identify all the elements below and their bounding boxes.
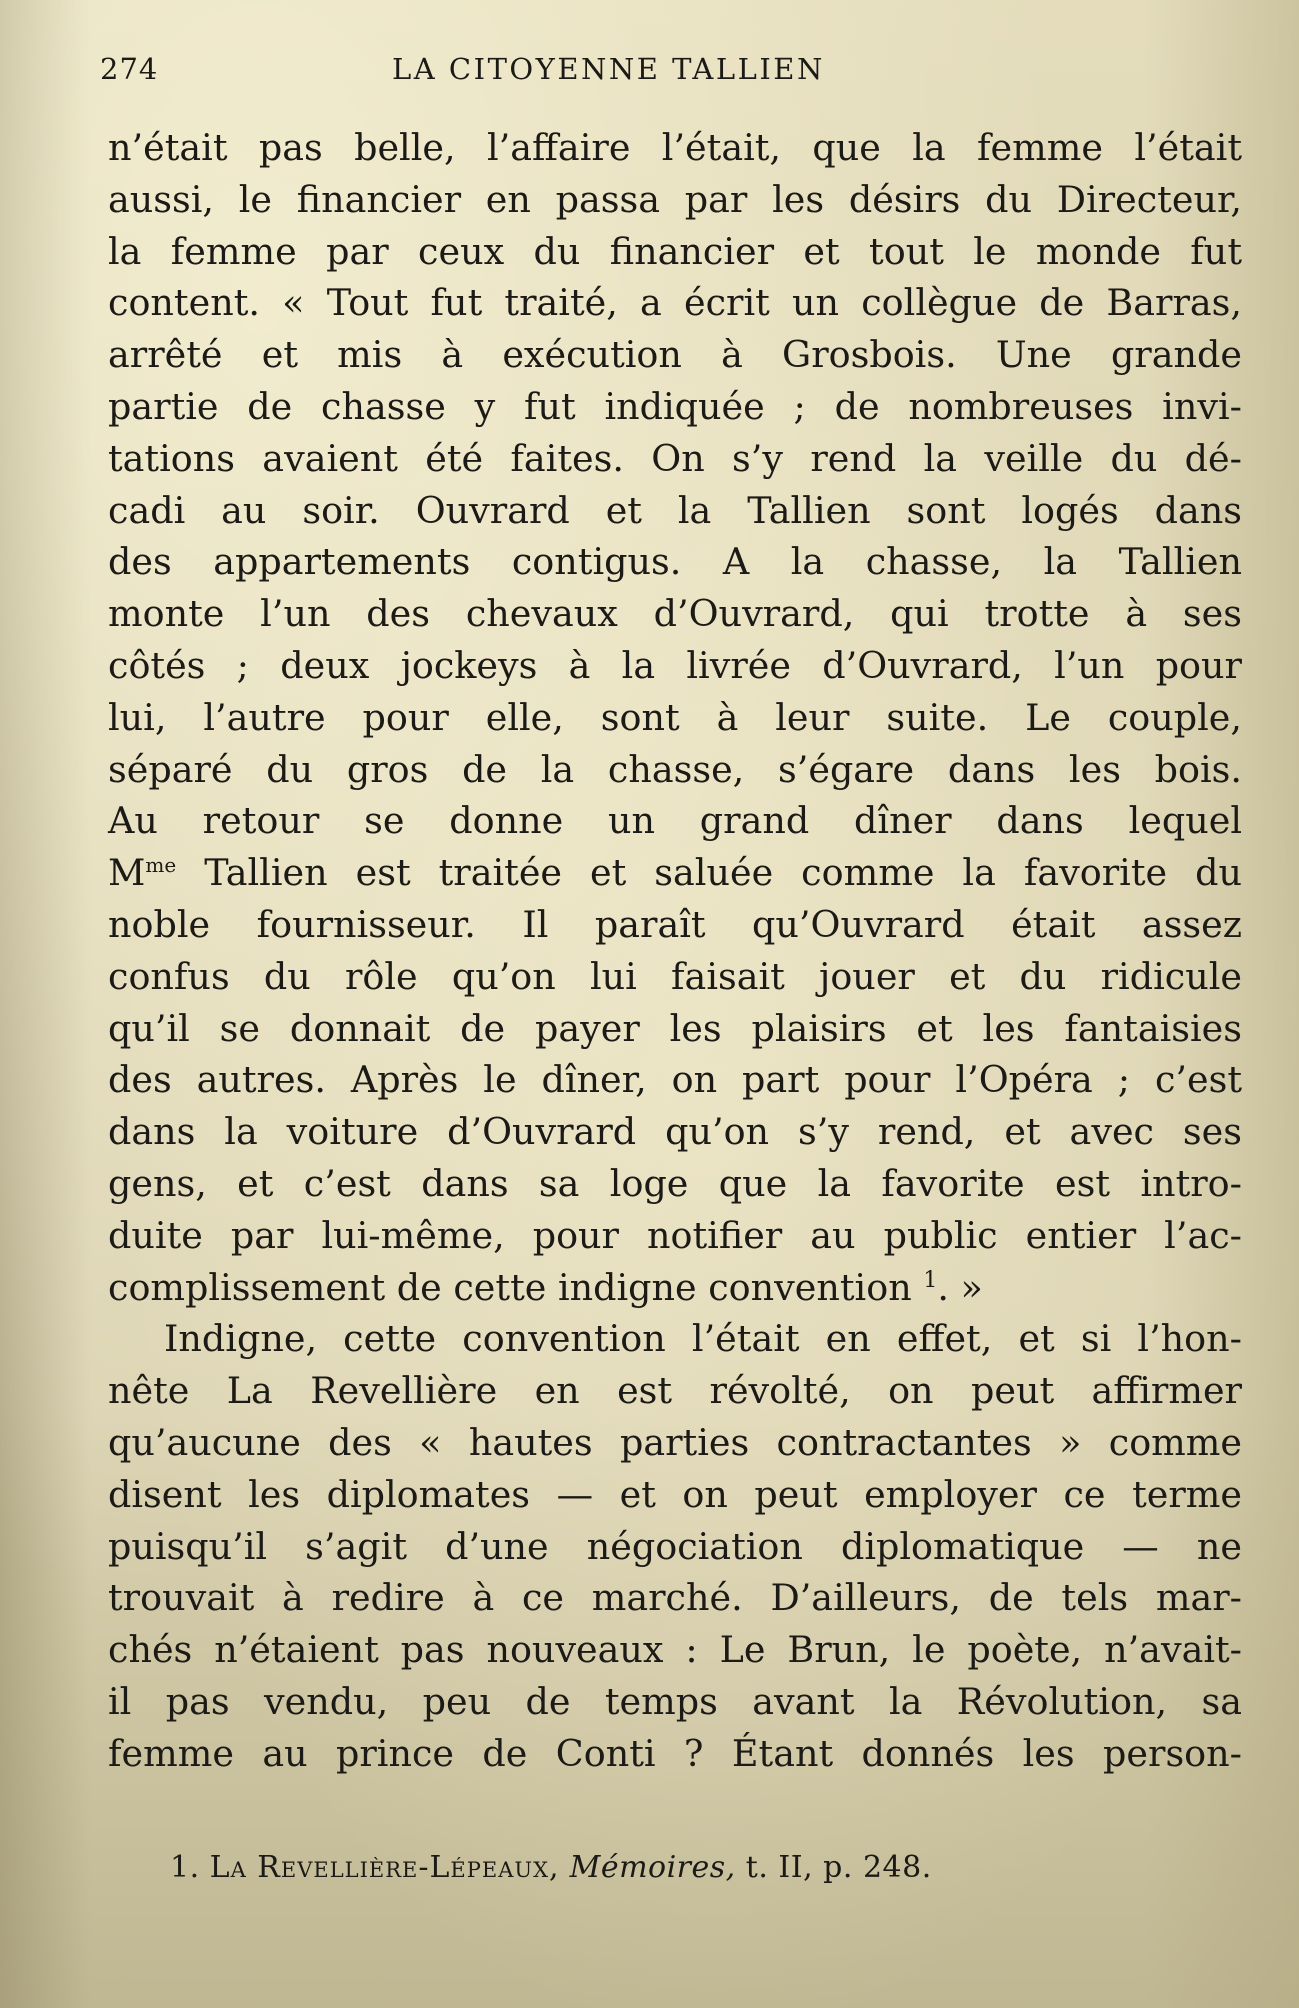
text-line: séparé du gros de la chasse, s’égare dans les bois.: [108, 747, 1242, 791]
text-line: femme au prince de Conti ? Étant donnés les person-: [108, 1731, 1242, 1775]
text-line: puisqu’il s’agit d’une négociation diplomatique — ne: [108, 1524, 1242, 1568]
mme-abbrev: M: [108, 851, 146, 895]
footnote-work-title: Mémoires,: [569, 1850, 736, 1885]
running-title: LA CITOYENNE TALLIEN: [392, 52, 825, 86]
text-line: chés n’étaient pas nouveaux : Le Brun, le poète, n’avait-: [108, 1628, 1242, 1672]
text-line: des appartements contigus. A la chasse, la Tallien: [108, 540, 1242, 584]
text-line: il pas vendu, peu de temps avant la Révolution, sa: [108, 1679, 1242, 1723]
text-line-mme: [108, 847, 1242, 899]
text-line: des autres. Après le dîner, on part pour l’Opéra ; c’est: [108, 1058, 1242, 1102]
text-line: trouvait à redire à ce marché. D’ailleurs, de tels mar-: [108, 1576, 1242, 1620]
text-line: cadi au soir. Ouvrard et la Tallien sont logés dans: [108, 488, 1242, 532]
text-line: disent les diplomates — et on peut employer ce terme: [108, 1472, 1242, 1516]
text-line-with-footnote-ref: [108, 1262, 1242, 1314]
text-line: gens, et c’est dans sa loge que la favorite est intro-: [108, 1161, 1242, 1205]
text-line: duite par lui-même, pour notifier au public entier l’ac-: [108, 1213, 1242, 1257]
text-line: partie de chasse y fut indiquée ; de nombreuses invi-: [108, 384, 1242, 428]
text-line: lui, l’autre pour elle, sont à leur suite. Le couple,: [108, 695, 1242, 739]
text-line: monte l’un des chevaux d’Ouvrard, qui trotte à ses: [108, 592, 1242, 636]
footnote: [170, 1850, 932, 1885]
text-line: la femme par ceux du financier et tout le monde fut: [108, 229, 1242, 273]
text-line: qu’aucune des « hautes parties contractantes » comme: [108, 1420, 1242, 1464]
text-line: content. « Tout fut traité, a écrit un collègue de Barras,: [108, 281, 1242, 325]
text-line: nête La Revellière en est révolté, on peut affirmer: [108, 1369, 1242, 1413]
quote-close: . »: [937, 1265, 983, 1309]
text-line: Au retour se donne un grand dîner dans lequel: [108, 799, 1242, 843]
text-line: arrêté et mis à exécution à Grosbois. Une grande: [108, 333, 1242, 377]
footnote-reference-text: t. II, p. 248.: [745, 1850, 932, 1885]
paragraph-start-line: Indigne, cette convention l’était en effet, et si l’hon-: [164, 1317, 1242, 1361]
text-line: noble fournisseur. Il paraît qu’Ouvrard était assez: [108, 902, 1242, 946]
footnote-reference: 1: [923, 1267, 938, 1293]
text-line: tations avaient été faites. On s’y rend la veille du dé-: [108, 436, 1242, 480]
footnote-author: La Revellière-Lépeaux,: [209, 1850, 560, 1885]
text-line-body: complissement de cette indigne convention: [108, 1265, 912, 1309]
text-line: confus du rôle qu’on lui faisait jouer et du ridicule: [108, 954, 1242, 998]
text-line: aussi, le financier en passa par les désirs du Directeur,: [108, 177, 1242, 221]
text-line: côtés ; deux jockeys à la livrée d’Ouvrard, l’un pour: [108, 643, 1242, 687]
footnote-number: 1.: [170, 1850, 200, 1885]
page-number: 274: [100, 52, 159, 86]
text-line-rest: Tallien est traitée et saluée comme la favorite du: [204, 851, 1242, 895]
text-line: n’était pas belle, l’affaire l’était, que la femme l’était: [108, 126, 1242, 169]
running-header: [100, 52, 1230, 92]
body-text: [108, 122, 1242, 1780]
text-line: qu’il se donnait de payer les plaisirs et les fantaisies: [108, 1006, 1242, 1050]
mme-superscript: me: [145, 853, 177, 877]
text-line: dans la voiture d’Ouvrard qu’on s’y rend, et avec ses: [108, 1110, 1242, 1154]
